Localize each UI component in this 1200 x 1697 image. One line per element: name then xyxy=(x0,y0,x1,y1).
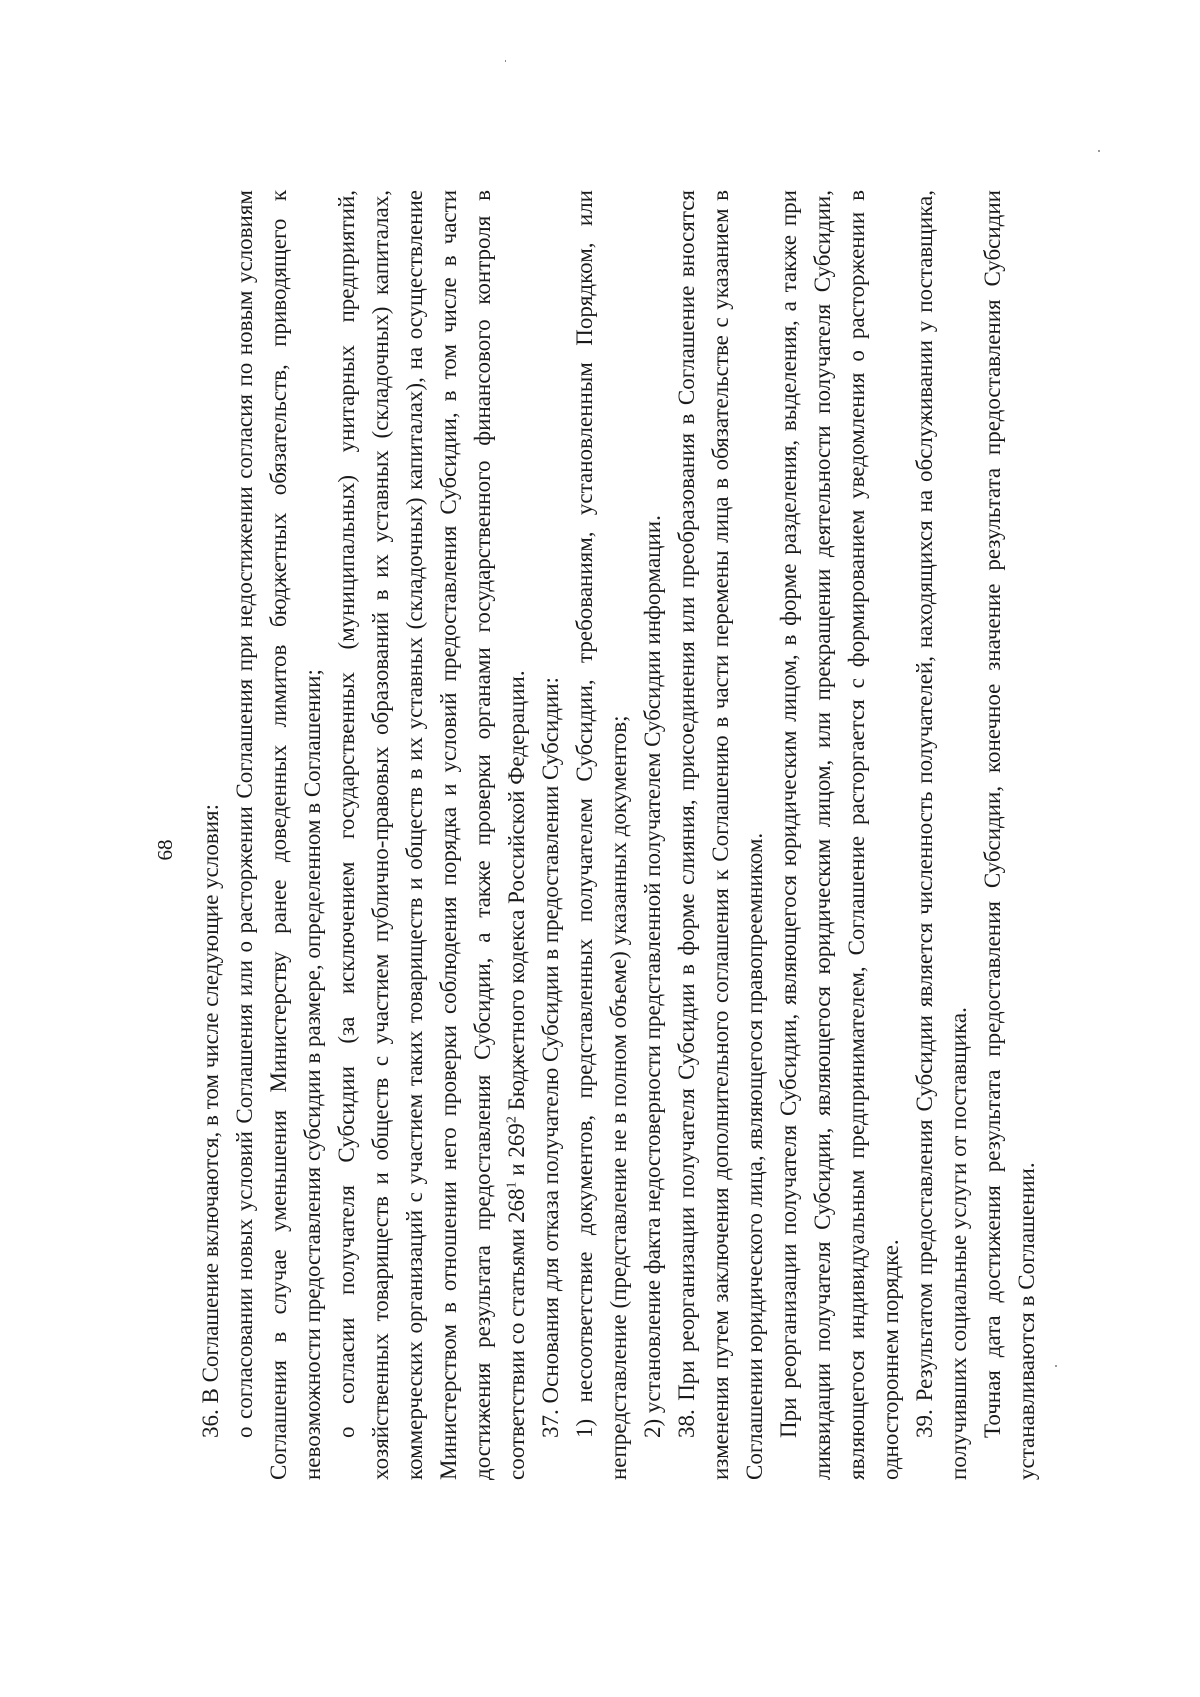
paragraph-36-condition-2 xyxy=(330,190,534,1480)
paragraph-text: о согласии получателя Субсидии (за исключением государственных (муниципальных) унитарных предприятий, хозяйственных товариществ и обществ с участием публично-правовых образований в их уставных (складочных) капиталах, коммерческих организаций с участием таких товариществ и обществ в их уставных (складочных) капиталах), на осуществление Министерством в отношении него проверки соблюдения порядка и условий предоставления Субсидии, в том числе в части достижения результата предоставления Субсидии, а также проверки органами государственного финансового контроля в соответствии со статьями 268 xyxy=(334,190,529,1480)
page-number: 68 xyxy=(153,839,177,861)
paragraph-37-heading: 37. Основания для отказа получателю Субсидии в предоставлении Субсидии: xyxy=(538,677,563,1438)
scan-speck xyxy=(1098,150,1100,152)
superscript: 2 xyxy=(504,1116,520,1124)
superscript: 1 xyxy=(504,1181,520,1189)
paragraph-37-item-2: 2) установление факта недостоверности представленной получателем Субсидии информации. xyxy=(640,515,665,1438)
paragraph-text: и 269 xyxy=(504,1123,529,1182)
paragraph-36-heading: 36. В Соглашение включаются, в том числе следующие условия: xyxy=(198,804,223,1438)
paragraph-39-continuation: Точная дата достижения результата предоставления Субсидии, конечное значение результата предоставления Субсидии устанавливаются в Соглашении. xyxy=(980,190,1039,1480)
paragraph-38: 38. При реорганизации получателя Субсидии в форме слияния, присоединения или преобразования в Соглашение вносятся изменения путем заключения дополнительного соглашения к Соглашению в части перемены лица в обязательстве с указанием в Соглашении юридического лица, являющегося правопреемником. xyxy=(674,190,767,1480)
paragraph-text: Бюджетного кодекса Российской Федерации. xyxy=(504,670,529,1117)
paragraph-39: 39. Результатом предоставления Субсидии является численность получателей, находящихся на обслуживании у поставщика, получивших социальные услуги от поставщика. xyxy=(912,190,971,1480)
scan-speck xyxy=(1055,1365,1057,1367)
scan-speck xyxy=(505,60,506,62)
paragraph-38-continuation: При реорганизации получателя Субсидии, являющегося юридическим лицом, в форме разделения, выделения, а также при ликвидации получателя Субсидии, являющегося юридическим лицом, или прекращении деятельности получателя Субсидии, являющегося индивидуальным предпринимателем, Соглашение расторгается с формированием уведомления о расторжении в одностороннем порядке. xyxy=(776,190,903,1480)
rotated-text-block xyxy=(150,100,1050,1600)
document-body xyxy=(194,190,1044,1480)
paragraph-37-item-1: 1) несоответствие документов, представленных получателем Субсидии, требованиям, установленным Порядком, или непредставление (представление не в полном объеме) указанных документов; xyxy=(572,190,631,1480)
paragraph-36-condition-1: о согласовании новых условий Соглашения или о расторжении Соглашения при недостижении согласия по новым условиям Соглашения в случае уменьшения Министерству ранее доведенных лимитов бюджетных обязательств, приводящего к невозможности предоставления субсидии в размере, определенном в Соглашении; xyxy=(232,190,325,1480)
